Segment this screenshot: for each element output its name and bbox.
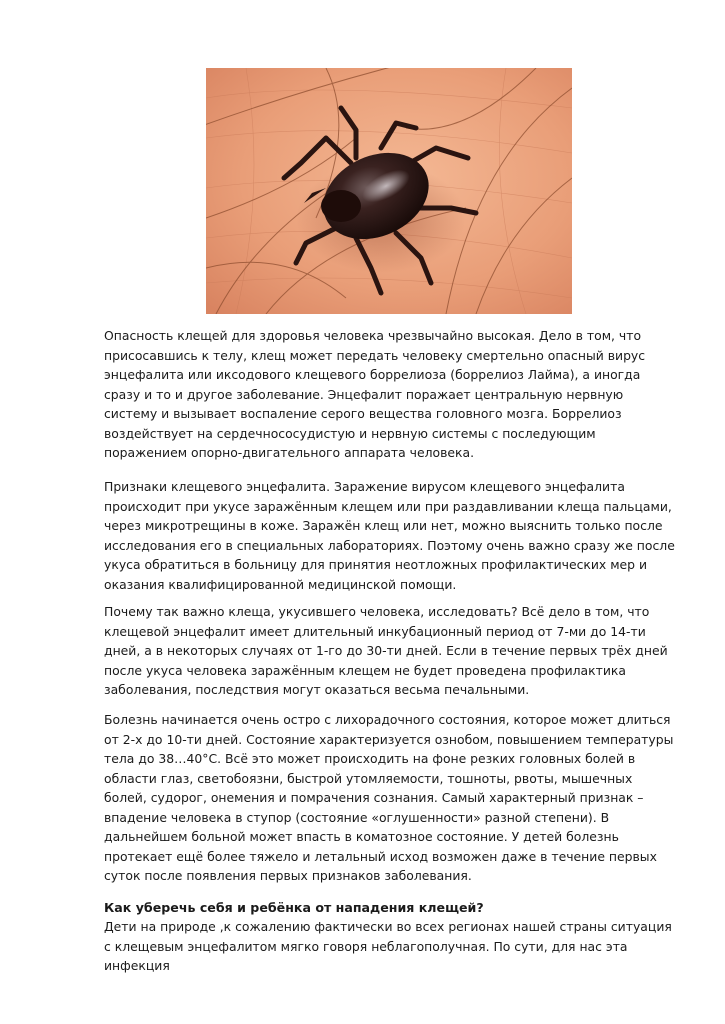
section-heading: Как уберечь себя и ребёнка от нападения клещей? (104, 900, 484, 915)
paragraph-intro: Опасность клещей для здоровья человека чрезвычайно высокая. Дело в том, что присосавшись к телу, клещ может передать человеку смертельно опасный вирус энцефалита или иксодового клещевого боррелиоза (боррелиоз Лайма), а иногда сразу и то и другое заболевание. Энцефалит поражает центральную нервную систему и вызывает воспаление серого вещества головного мозга. Боррелиоз воздействует на сердечнососудистую и нервную системы с последующим поражением опорно-двигательного аппарата человека. (104, 328, 646, 460)
tick-on-skin-photo (206, 68, 572, 314)
paragraph-disease-course: Болезнь начинается очень остро с лихорадочного состояния, которое может длиться от 2-х до 10-ти дней. Состояние характеризуется ознобом, повышением температуры тела до 38…40°С. Всё это может происходить на фоне резких головных болей в области глаз, светобоязни, быстрой утомляемости, тошноты, рвоты, мышечных болей, судорог, онемения и помрачения сознания. Самый характерный признак – впадение человека в ступор (состояние «оглушенности» разной степени). В дальнейшем больной может впасть в коматозное состояние. У детей болезнь протекает ещё более тяжело и летальный исход возможен даже в течение первых суток после появления первых признаков заболевания. (104, 712, 674, 883)
paragraph-symptoms-intro: Признаки клещевого энцефалита. Заражение вирусом клещевого энцефалита происходит при укусе заражённым клещем или при раздавливании клеща пальцами, через микротрещины в коже. Заражён клещ или нет, можно выяснить только после исследования его в специальных лабораториях. Поэтому очень важно сразу же после укуса обратиться в больницу для принятия неотложных профилактических мер и оказания квалифицированной медицинской помощи. (104, 479, 675, 592)
paragraph-protection: Дети на природе ,к сожалению фактически во всех регионах нашей страны ситуация с клещевым энцефалитом мягко говоря неблагополучная. По сути, для нас эта инфекция (104, 919, 672, 973)
paragraph-why-test: Почему так важно клеща, укусившего человека, исследовать? Всё дело в том, что клещевой энцефалит имеет длительный инкубационный период от 7-ми до 14-ти дней, а в некоторых случаях от 1-го до 30-ти дней. Если в течение первых трёх дней после укуса человека заражённым клещем не будет проведена профилактика заболевания, последствия могут оказаться весьма печальными. (104, 604, 668, 697)
